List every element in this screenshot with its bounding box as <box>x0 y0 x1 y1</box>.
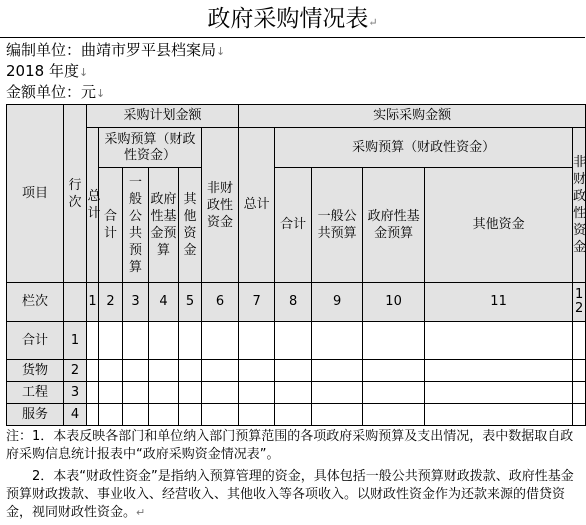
table-cell[interactable] <box>99 382 123 404</box>
table-cell[interactable] <box>179 322 202 360</box>
table-cell[interactable] <box>363 360 425 382</box>
header-actual-budget: 采购预算（财政性资金） <box>275 128 573 168</box>
table-cell[interactable] <box>312 322 363 360</box>
header-item: 项目 <box>7 105 64 283</box>
header-plan-non-fiscal: 非财政性资金 <box>202 128 239 283</box>
note-1 <box>6 428 585 464</box>
table-cell[interactable] <box>179 382 202 404</box>
table-cell[interactable] <box>239 404 275 426</box>
line-number: 7 <box>239 283 275 322</box>
row-number: 1 <box>64 322 87 360</box>
note-2-text: 2．本表“财政性资金”是指纳入预算管理的资金，具体包括一般公共预算财政拨款、政府性基金预算财政拨款、事业收入、经营收入、其他收入等各项收入。以财政性资金作为还款来源的借贷资金，视同财政性资金。 <box>6 469 574 520</box>
table-cell[interactable] <box>149 382 179 404</box>
table-cell[interactable] <box>312 360 363 382</box>
line-empty <box>64 283 87 322</box>
table-cell[interactable] <box>99 360 123 382</box>
table-cell[interactable] <box>99 404 123 426</box>
header-line-no: 行次 <box>64 105 87 283</box>
header-actual-non-fiscal: 非财政性资金 <box>573 128 586 283</box>
line-number: 10 <box>363 283 425 322</box>
header-plan-fund: 政府性基金预算 <box>149 168 179 283</box>
table-cell[interactable] <box>202 382 239 404</box>
meta-unit-text: 编制单位：曲靖市罗平县档案局 <box>6 41 217 59</box>
table-row <box>7 322 586 360</box>
line-label: 栏次 <box>7 283 64 322</box>
table-cell[interactable] <box>202 322 239 360</box>
table-cell[interactable] <box>123 382 149 404</box>
table-cell[interactable] <box>275 360 312 382</box>
table-cell[interactable] <box>363 404 425 426</box>
title-text: 政府采购情况表 <box>207 6 369 32</box>
line-number: 6 <box>202 283 239 322</box>
procurement-table <box>6 104 586 426</box>
note-2 <box>6 468 585 522</box>
table-cell[interactable] <box>425 322 573 360</box>
header-plan-total: 总计 <box>87 128 99 283</box>
table-cell[interactable] <box>239 382 275 404</box>
table-cell[interactable] <box>573 382 586 404</box>
meta-currency-text: 金额单位：元 <box>6 83 97 101</box>
line-number: 5 <box>179 283 202 322</box>
table-cell[interactable] <box>573 322 586 360</box>
table-cell[interactable] <box>425 382 573 404</box>
table-cell[interactable] <box>202 360 239 382</box>
header-plan-amount: 采购计划金额 <box>87 105 239 128</box>
header-actual-general: 一般公共预算 <box>312 168 363 283</box>
table-cell[interactable] <box>363 382 425 404</box>
table-cell[interactable] <box>275 322 312 360</box>
table-cell[interactable] <box>87 404 99 426</box>
header-actual-fund: 政府性基金预算 <box>363 168 425 283</box>
table-cell[interactable] <box>123 322 149 360</box>
table-cell[interactable] <box>179 360 202 382</box>
line-number: 3 <box>123 283 149 322</box>
table-cell[interactable] <box>573 404 586 426</box>
paragraph-mark-icon: ↵ <box>136 506 146 519</box>
table-cell[interactable] <box>275 404 312 426</box>
header-plan-subtotal: 合计 <box>99 168 123 283</box>
header-actual-subtotal: 合计 <box>275 168 312 283</box>
line-number: 12 <box>573 283 586 322</box>
line-number: 4 <box>149 283 179 322</box>
table-cell[interactable] <box>363 322 425 360</box>
line-number: 11 <box>425 283 573 322</box>
table-cell[interactable] <box>87 382 99 404</box>
table-cell[interactable] <box>425 404 573 426</box>
header-plan-other: 其他资金 <box>179 168 202 283</box>
line-number: 8 <box>275 283 312 322</box>
paragraph-mark-icon: ↓ <box>96 87 106 100</box>
meta-unit <box>6 40 225 62</box>
table-cell[interactable] <box>149 360 179 382</box>
table-row <box>7 360 586 382</box>
line-number: 9 <box>312 283 363 322</box>
table-cell[interactable] <box>87 360 99 382</box>
table-cell[interactable] <box>312 382 363 404</box>
table-cell[interactable] <box>425 360 573 382</box>
row-label: 货物 <box>7 360 64 382</box>
header-actual-amount: 实际采购金额 <box>239 105 586 128</box>
row-label: 合计 <box>7 322 64 360</box>
meta-currency <box>6 82 105 104</box>
table-row <box>7 382 586 404</box>
header-actual-other: 其他资金 <box>425 168 573 283</box>
meta-year <box>6 61 88 83</box>
table-cell[interactable] <box>239 322 275 360</box>
row-number: 3 <box>64 382 87 404</box>
table-cell[interactable] <box>123 360 149 382</box>
paragraph-mark-icon: ↓ <box>216 45 226 58</box>
paragraph-mark-icon: ↓ <box>78 66 89 79</box>
table-cell[interactable] <box>239 360 275 382</box>
table-cell[interactable] <box>573 360 586 382</box>
table-cell[interactable] <box>179 404 202 426</box>
meta-year-text: 2018 年度 <box>6 62 79 80</box>
table-cell[interactable] <box>99 322 123 360</box>
table-row <box>7 404 586 426</box>
row-number: 4 <box>64 404 87 426</box>
table-cell[interactable] <box>275 382 312 404</box>
note-1-text: 注：1．本表反映各部门和单位纳入部门预算范围的各项政府采购预算及支出情况，表中数据取自政府采购信息统计报表中“政府采购资金情况表”。 <box>6 429 574 462</box>
table-cell[interactable] <box>87 322 99 360</box>
table-cell[interactable] <box>312 404 363 426</box>
line-number: 2 <box>99 283 123 322</box>
table-cell[interactable] <box>202 404 239 426</box>
paragraph-mark-icon: ↵ <box>368 16 378 29</box>
table-cell[interactable] <box>149 322 179 360</box>
row-label: 工程 <box>7 382 64 404</box>
row-label: 服务 <box>7 404 64 426</box>
title-divider <box>0 37 585 38</box>
page-title <box>0 0 585 38</box>
row-number: 2 <box>64 360 87 382</box>
table-cell[interactable] <box>149 404 179 426</box>
header-actual-total: 总计 <box>239 128 275 283</box>
header-plan-general: 一般公共预算 <box>123 168 149 283</box>
line-number: 1 <box>87 283 99 322</box>
header-plan-budget: 采购预算（财政性资金） <box>99 128 202 168</box>
table-cell[interactable] <box>123 404 149 426</box>
